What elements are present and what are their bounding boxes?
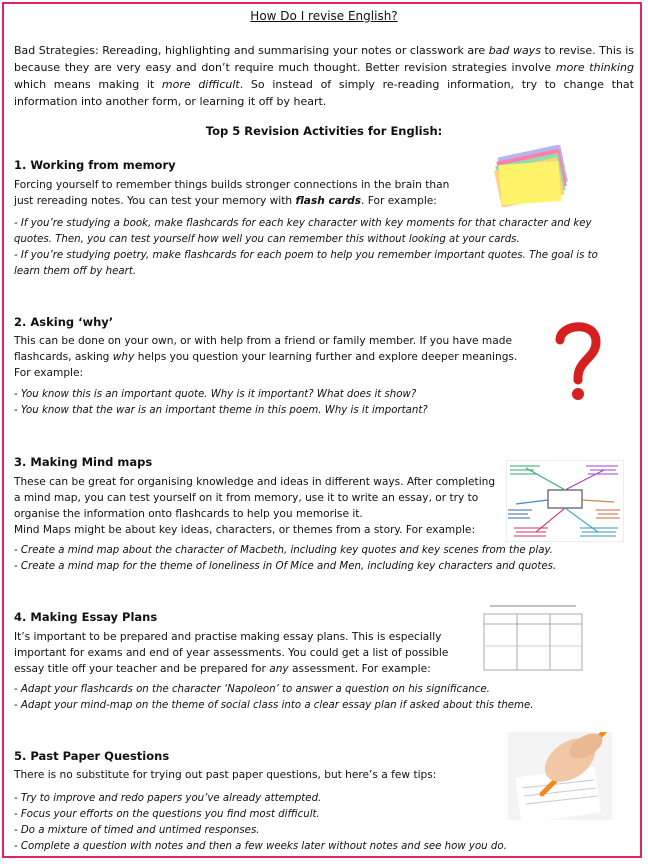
section-4-heading: 4. Making Essay Plans — [14, 610, 158, 624]
section-4-body: It’s important to be prepared and practise making essay plans. This is especially important for exams and end of year assessments. You could get a list of possible essay title off your teacher and be prepared for any assessment. For example: — [14, 631, 449, 675]
section-1-examples: - If you’re studying a book, make flashcards for each key character with key moments for that character and key quotes. Then, you can test yourself how well you can remember this without looking at your cards. - If you’re studying poetry, make flashcards for each poem to help you remember important quotes. The goal is to learn them off by heart. — [14, 218, 598, 277]
section-5-examples: - Try to improve and redo papers you’ve already attempted. - Focus your efforts on the questions you find most difficult. - Do a mixture of timed and untimed responses. - Complete a question with notes and then a few weeks later without notes and see how you do. — [14, 793, 507, 852]
page-title: How Do I revise English? — [250, 9, 398, 23]
essay-plan-image — [478, 600, 588, 674]
section-2-body: This can be done on your own, or with help from a friend or family member. If you have made flashcards, asking why helps you question your learning further and explore deeper meanings. For example: — [14, 335, 518, 379]
section-5-body: There is no substitute for trying out past paper questions, but here’s a few tips: — [14, 769, 437, 781]
section-subheading: Top 5 Revision Activities for English: — [205, 124, 443, 138]
writing-hand-image — [508, 732, 612, 820]
flashcards-image — [490, 145, 572, 207]
question-mark-image — [548, 316, 608, 402]
mind-map-image — [506, 460, 624, 542]
section-4-examples: - Adapt your flashcards on the character ‘Napoleon’ to answer a question on his significance. - Adapt your mind-map on the theme of social class into a clear essay plan if asked about this theme. — [14, 684, 534, 711]
section-1-body: Forcing yourself to remember things builds stronger connections in the brain than just rereading notes. You can test your memory with flash cards. For example: — [14, 179, 450, 207]
intro-paragraph: Bad Strategies: Rereading, highlighting and summarising your notes or classwork are bad ways to revise. This is because they are very easy and don’t require much thought. Better revision strategies involve more thinking which means making it more difficult. So instead of simply re-reading information, try to change that information into another form, or learning it off by heart. — [14, 44, 634, 108]
section-1-heading: 1. Working from memory — [14, 158, 176, 172]
section-2-examples: - You know this is an important quote. Why is it important? What does it show? - You know that the war is an important theme in this poem. Why is it important? — [14, 389, 428, 416]
section-3-examples: - Create a mind map about the character of Macbeth, including key quotes and key scenes from the play. - Create a mind map for the theme of loneliness in Of Mice and Men, including key characters and quotes. — [14, 545, 557, 572]
section-5-heading: 5. Past Paper Questions — [14, 749, 170, 763]
section-3-heading: 3. Making Mind maps — [14, 455, 153, 469]
section-3-body: These can be great for organising knowledge and ideas in different ways. After completing a mind map, you can test yourself on it from memory, use it to write an essay, or try to organise the information onto flashcards to help you memorise it. Mind Maps might be about key ideas, characters, or themes from a story. For example: — [14, 476, 496, 536]
section-2-heading: 2. Asking ‘why’ — [14, 315, 114, 329]
